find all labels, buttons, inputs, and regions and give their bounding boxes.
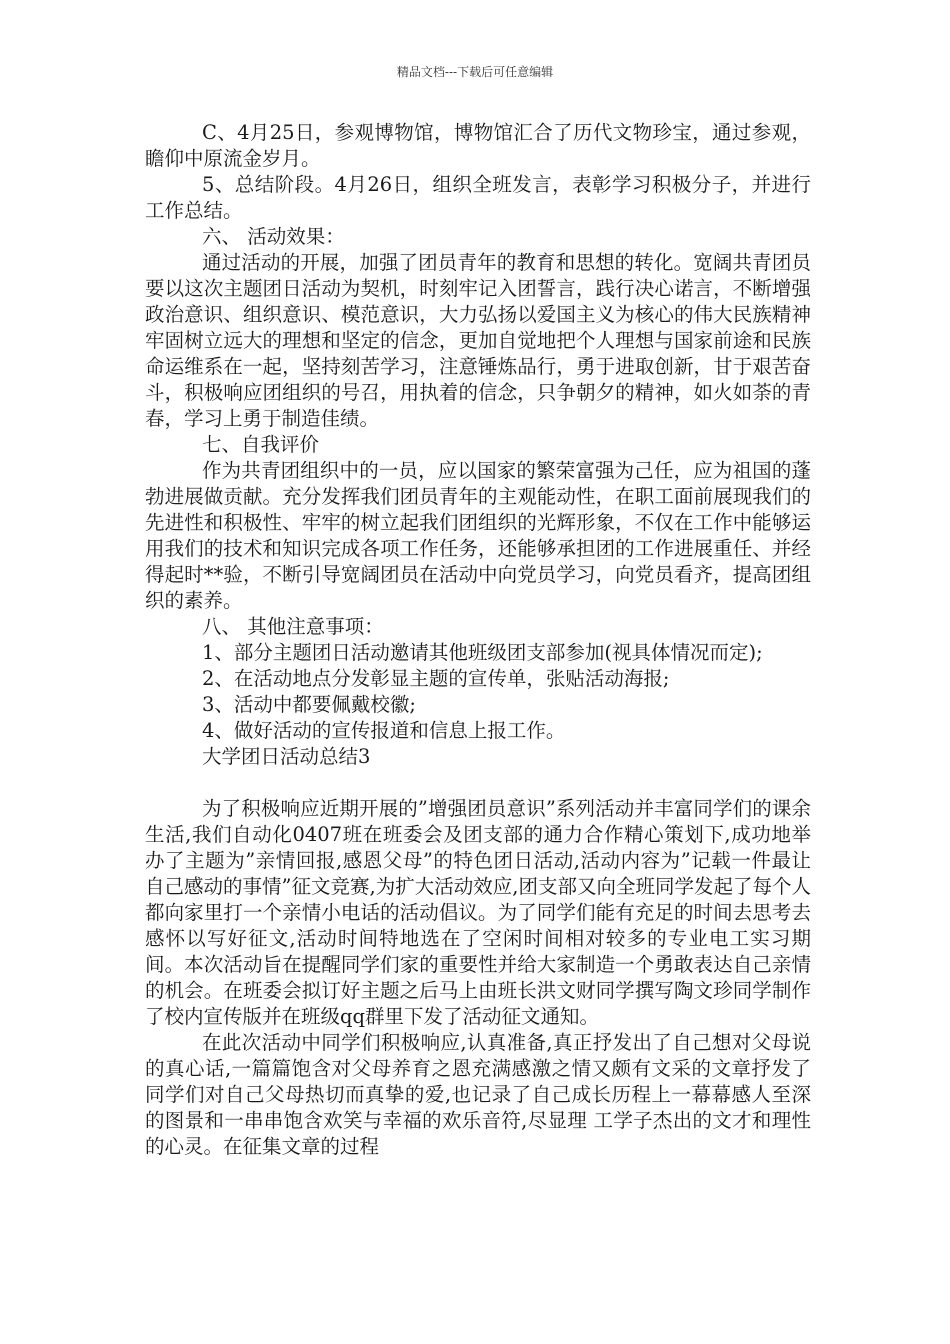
page-header: 精品文档---下载后可任意编辑 bbox=[396, 65, 554, 79]
list-item-note-4: 4、做好活动的宣传报道和信息上报工作。 bbox=[202, 719, 566, 742]
list-item-note-1: 1、部分主题团日活动邀请其他班级团支部参加(视具体情况而定); bbox=[202, 641, 763, 664]
paragraph-activity-effect: 通过活动的开展，加强了团员青年的教育和思想的转化。宽阔共青团员要以这次主题团日活动为契机，时刻牢记入团誓言，践行决心诺言，不断增强政治意识、组织意识、模范意识，大力弘扬以爱国主义为核心的伟大民族精神牢固树立远大的理想和坚定的信念，更加自觉地把个人理想与国家前途和民族命运维系在一起，坚持刻苦学习，注意锤炼品行，勇于进取创新，甘于艰苦奋斗，积极响应团组织的号召，用执着的信念，只争朝夕的精神，如火如荼的青春，学习上勇于制造佳绩。 bbox=[145, 251, 811, 430]
section-heading-self-evaluation: 七、自我评价 bbox=[202, 433, 320, 456]
list-item-note-2: 2、在活动地点分发彰显主题的宣传单，张贴活动海报; bbox=[202, 667, 670, 690]
document-body bbox=[145, 120, 811, 1160]
paragraph-museum-visit: C、4月25日，参观博物馆，博物馆汇合了历代文物珍宝，通过参观，瞻仰中原流金岁月。 bbox=[145, 121, 811, 170]
section-heading-other-notes: 八、 其他注意事项： bbox=[202, 615, 384, 638]
paragraph-summary-3-response: 在此次活动中同学们积极响应,认真准备,真正抒发出了自己想对父母说的真心话,一篇篇饱含对父母养育之恩充满感激之情又颇有文采的文章抒发了同学们对自己父母热切而真挚的爱,也记录了自己成长历程上一幕幕感人至深的图景和一串串饱含欢笑与幸福的欢乐音符,尽显理 工学子杰出的文才和理性的心灵。在征集文章的过程 bbox=[145, 1031, 811, 1158]
list-item-note-3: 3、活动中都要佩戴校徽; bbox=[202, 693, 416, 716]
paragraph-self-evaluation: 作为共青团组织中的一员，应以国家的繁荣富强为己任，应为祖国的蓬勃进展做贡献。充分发挥我们团员青年的主观能动性，在职工面前展现我们的先进性和积极性、牢牢的树立起我们团组织的光辉形象，不仅在工作中能够运用我们的技术和知识完成各项工作任务，还能够承担团的工作进展重任、并经得起时**验，不断引导宽阔团员在活动中向党员学习，向党员看齐，提高团组织的素养。 bbox=[145, 459, 811, 612]
section-title-summary-3: 大学团日活动总结3 bbox=[202, 745, 371, 768]
blank-line bbox=[145, 770, 811, 796]
paragraph-summary-stage: 5、总结阶段。4月26日，组织全班发言，表彰学习积极分子，并进行工作总结。 bbox=[145, 173, 811, 222]
paragraph-summary-3-intro: 为了积极响应近期开展的”增强团员意识”系列活动并丰富同学们的课余生活,我们自动化0407班在班委会及团支部的通力合作精心策划下,成功地举办了主题为”亲情回报,感恩父母”的特色团日活动,活动内容为”记载一件最让自己感动的事情”征文竞赛,为扩大活动效应,团支部又向全班同学发起了每个人都向家里打一个亲情小电话的活动倡议。为了同学们能有充足的时间去思考去感怀以写好征文,活动时间特地选在了空闲时间相对较多的专业电工实习期间。本次活动旨在提醒同学们家的重要性并给大家制造一个勇敢表达自己亲情的机会。在班委会拟订好主题之后马上由班长洪文财同学撰写陶文珍同学制作了校内宣传版并在班级qq群里下发了活动征文通知。 bbox=[145, 797, 811, 1028]
section-heading-activity-effect: 六、 活动效果： bbox=[202, 225, 345, 248]
